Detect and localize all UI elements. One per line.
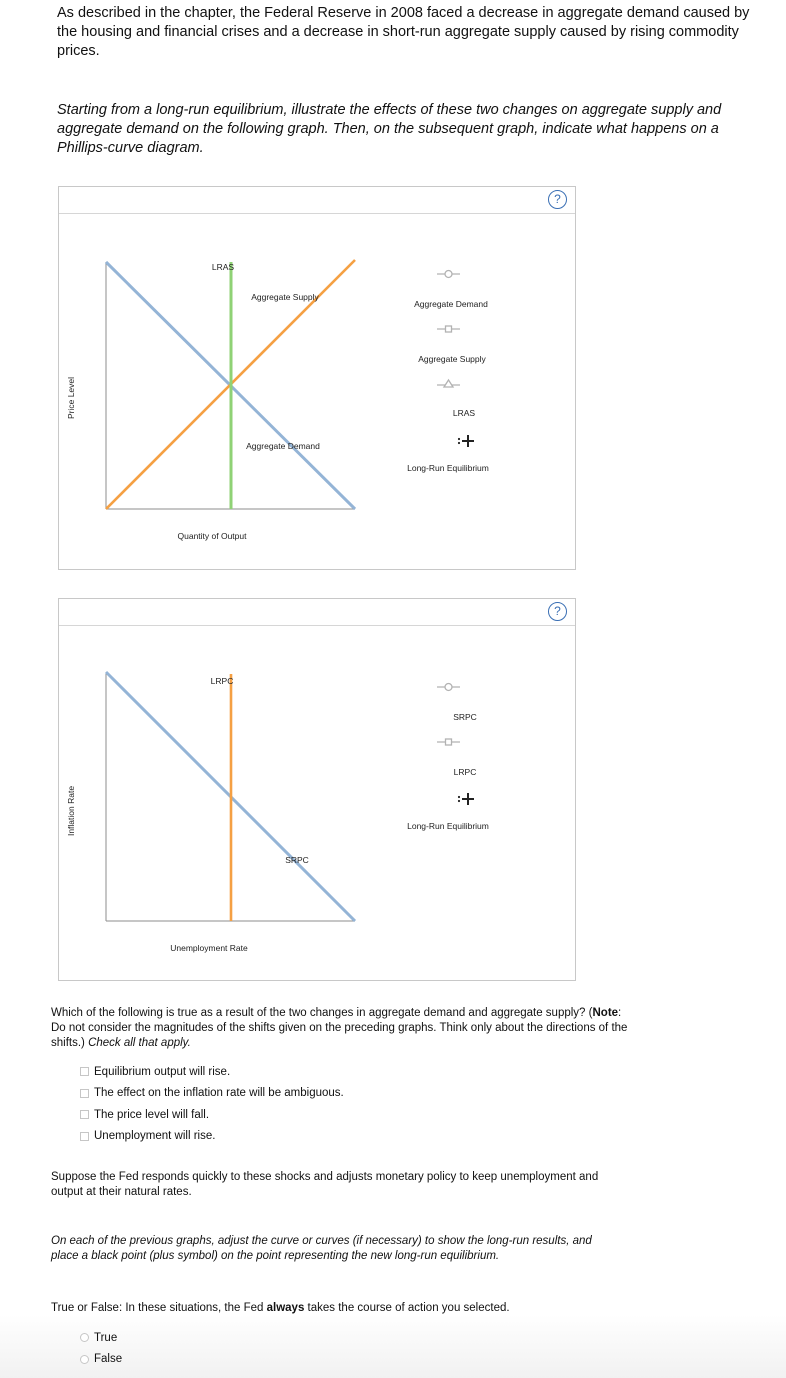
palette-long-run-equilibrium[interactable] <box>407 435 489 473</box>
question-2-text: True or False: In these situations, the Fed always takes the course of action you selected. <box>51 1302 510 1314</box>
palette-lras[interactable] <box>437 380 475 418</box>
srpc-curve-label: SRPC <box>285 855 309 865</box>
graph-toolbar <box>59 599 575 626</box>
svg-text:SRPC: SRPC <box>453 712 477 722</box>
option-true[interactable]: True <box>80 1327 122 1349</box>
option-output-rise[interactable]: Equilibrium output will rise. <box>80 1061 344 1083</box>
checkbox[interactable] <box>80 1089 89 1098</box>
intro-paragraph: As described in the chapter, the Federal Reserve in 2008 faced a decrease in aggregate demand caused by the housing and financial crises and a decrease in short-run aggregate supply caused by rising commodity prices. <box>57 5 750 59</box>
help-icon[interactable]: ? <box>548 602 567 621</box>
svg-text:LRAS: LRAS <box>452 408 476 418</box>
palette-aggregate-demand[interactable] <box>414 271 488 310</box>
radio-button[interactable] <box>80 1355 89 1364</box>
y-axis-label: Inflation Rate <box>66 785 76 837</box>
x-axis-label: Unemployment Rate <box>170 943 248 953</box>
triangle-marker-icon <box>437 380 460 387</box>
ad-as-graph-canvas[interactable] <box>59 214 575 570</box>
y-axis-label: Price Level <box>66 376 76 420</box>
circle-marker-icon <box>437 684 460 691</box>
option-false[interactable]: False <box>80 1349 122 1371</box>
option-unemployment-rise[interactable]: Unemployment will rise. <box>80 1126 344 1148</box>
x-axis-label: Quantity of Output <box>177 531 247 541</box>
aggregate-supply-curve-label: Aggregate Supply <box>251 292 319 302</box>
square-marker-icon <box>437 739 460 745</box>
lrpc-curve-label: LRPC <box>210 676 234 686</box>
palette-srpc[interactable] <box>437 684 477 723</box>
ad-as-graph-panel <box>58 186 576 570</box>
instruction-paragraph: Starting from a long-run equilibrium, illustrate the effects of these two changes on aggregate supply and aggregate demand on the following graph. Then, on the subsequent graph, indicate what happens on a Phillips-curve diagram. <box>57 102 722 156</box>
question-2-options <box>80 1327 122 1370</box>
plus-marker-icon <box>458 435 474 447</box>
phillips-curve-graph-panel <box>58 598 576 981</box>
circle-marker-icon <box>437 271 460 278</box>
graph-toolbar <box>59 187 575 214</box>
svg-text:Long-Run Equilibrium: Long-Run Equilibrium <box>407 463 489 473</box>
palette-long-run-equilibrium[interactable] <box>407 793 489 831</box>
question-1-text: Which of the following is true as a result of the two changes in aggregate demand and aggregate supply? (Note: Do not consider the magnitudes of the shifts given on the preceding graphs. Think only about the directions of the shifts.) Check all that apply. <box>51 1007 628 1049</box>
radio-button[interactable] <box>80 1333 89 1342</box>
svg-text:LRPC: LRPC <box>453 767 477 777</box>
palette-lrpc[interactable] <box>437 739 476 777</box>
fed-response-paragraph: Suppose the Fed responds quickly to these shocks and adjusts monetary policy to keep unemployment and output at their natural rates. <box>51 1171 599 1198</box>
svg-text:Aggregate Supply: Aggregate Supply <box>418 354 486 364</box>
phillips-curve-graph-canvas[interactable] <box>59 626 575 981</box>
adjust-curves-instruction: On each of the previous graphs, adjust the curve or curves (if necessary) to show the long-run results, and place a black point (plus symbol) on the point representing the new long-run equilibrium. <box>51 1235 592 1262</box>
svg-text:Long-Run Equilibrium: Long-Run Equilibrium <box>407 821 489 831</box>
palette-aggregate-supply[interactable] <box>418 326 486 364</box>
checkbox[interactable] <box>80 1132 89 1141</box>
option-price-level-fall[interactable]: The price level will fall. <box>80 1104 344 1126</box>
aggregate-demand-curve-label: Aggregate Demand <box>246 441 320 451</box>
option-inflation-ambiguous[interactable]: The effect on the inflation rate will be ambiguous. <box>80 1083 344 1105</box>
checkbox[interactable] <box>80 1067 89 1076</box>
help-icon[interactable]: ? <box>548 190 567 209</box>
plus-marker-icon <box>458 793 474 805</box>
question-1-options <box>80 1061 344 1147</box>
svg-text:Aggregate Demand: Aggregate Demand <box>414 299 488 309</box>
lras-curve-label: LRAS <box>211 262 235 272</box>
square-marker-icon <box>437 326 460 332</box>
checkbox[interactable] <box>80 1110 89 1119</box>
